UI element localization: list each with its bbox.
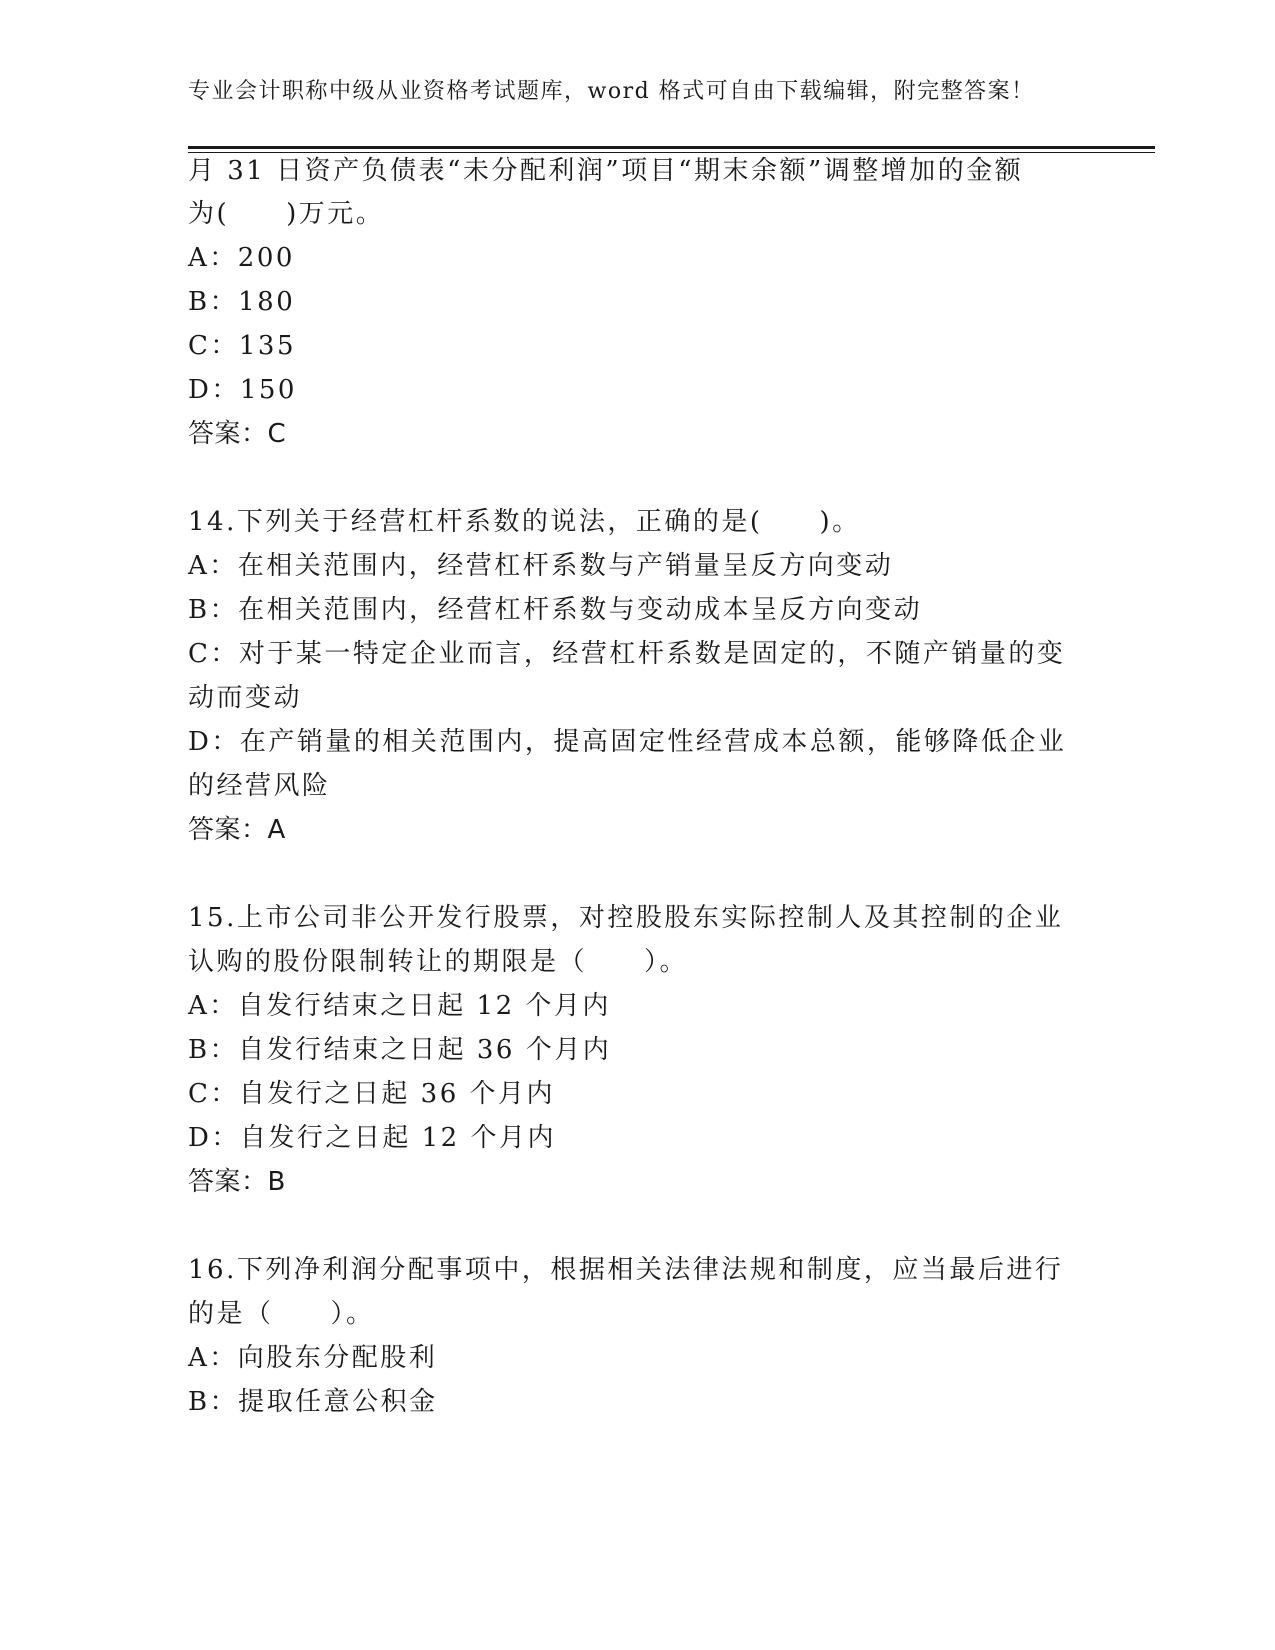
q15-answer: 答案：B bbox=[188, 1167, 286, 1197]
q14-option-d-line1: D：在产销量的相关范围内，提高固定性经营成本总额，能够降低企业 bbox=[188, 727, 1067, 757]
q14-option-c-line1: C：对于某一特定企业而言，经营杠杆系数是固定的，不随产销量的变 bbox=[188, 639, 1066, 669]
q13-option-c: C：135 bbox=[188, 331, 297, 361]
q13-option-b: B：180 bbox=[188, 287, 296, 317]
q14-answer: 答案：A bbox=[188, 815, 286, 845]
header-rule-thick bbox=[188, 146, 1155, 149]
q14-option-a: A：在相关范围内，经营杠杆系数与产销量呈反方向变动 bbox=[188, 551, 894, 581]
header-rule-thin bbox=[188, 152, 1155, 153]
q16-stem-line2: 的是（ ）。 bbox=[188, 1299, 375, 1329]
q14-option-d-line2: 的经营风险 bbox=[188, 771, 331, 801]
q16-option-b: B：提取任意公积金 bbox=[188, 1387, 438, 1417]
q13-option-a: A：200 bbox=[188, 243, 295, 273]
q14-option-c-line2: 动而变动 bbox=[188, 683, 303, 713]
q15-option-b: B：自发行结束之日起 36 个月内 bbox=[188, 1035, 612, 1065]
q13-stem-line2: 为( )万元。 bbox=[188, 199, 385, 229]
q14-option-b: B：在相关范围内，经营杠杆系数与变动成本呈反方向变动 bbox=[188, 595, 923, 625]
q15-stem-line2: 认购的股份限制转让的期限是（ ）。 bbox=[188, 947, 689, 977]
q15-option-a: A：自发行结束之日起 12 个月内 bbox=[188, 991, 611, 1021]
q16-stem-line1: 16.下列净利润分配事项中，根据相关法律法规和制度，应当最后进行 bbox=[188, 1255, 1064, 1285]
q15-option-d: D：自发行之日起 12 个月内 bbox=[188, 1123, 556, 1153]
q13-stem-line1: 月 31 日资产负债表“未分配利润”项目“期末余额”调整增加的金额 bbox=[188, 156, 1024, 186]
q13-option-d: D：150 bbox=[188, 375, 297, 405]
q16-option-a: A：向股东分配股利 bbox=[188, 1343, 438, 1373]
q15-option-c: C：自发行之日起 36 个月内 bbox=[188, 1079, 556, 1109]
q13-answer: 答案：C bbox=[188, 419, 287, 449]
page-header: 专业会计职称中级从业资格考试题库，word 格式可自由下载编辑，附完整答案！ bbox=[188, 79, 1035, 104]
q14-stem: 14.下列关于经营杠杆系数的说法，正确的是( )。 bbox=[188, 507, 861, 537]
q15-stem-line1: 15.上市公司非公开发行股票，对控股股东实际控制人及其控制的企业 bbox=[188, 903, 1064, 933]
